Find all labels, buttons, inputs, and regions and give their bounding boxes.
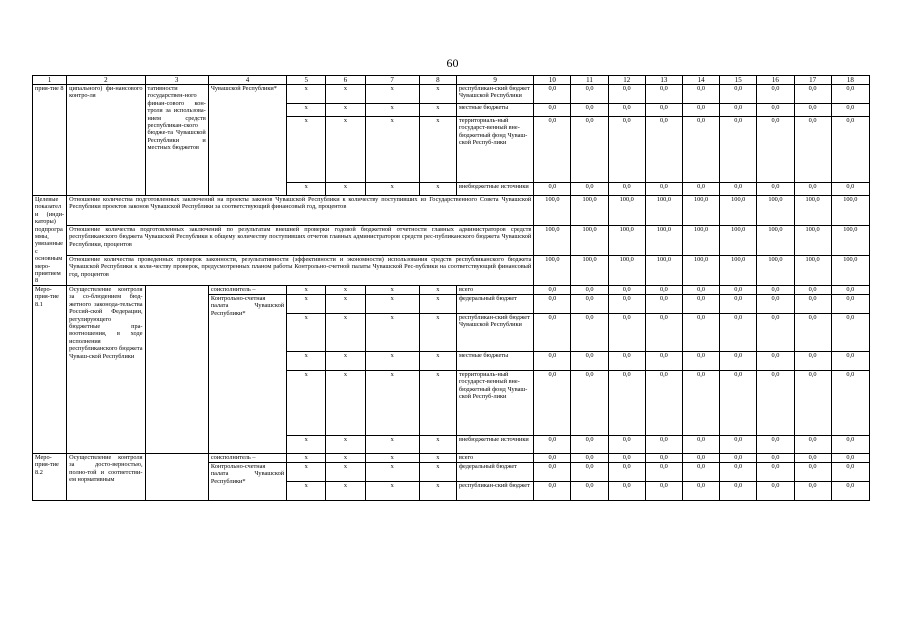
x-cell: x <box>287 117 326 183</box>
column-header: 6 <box>326 76 365 85</box>
column-header: 11 <box>571 76 608 85</box>
value-cell: 0,0 <box>720 104 757 117</box>
value-cell: 0,0 <box>645 294 682 313</box>
value-cell: 100,0 <box>682 225 719 255</box>
x-cell: x <box>287 313 326 351</box>
value-cell: 0,0 <box>682 453 719 462</box>
column-header: 4 <box>208 76 286 85</box>
funding-source: республикан-ский бюджет <box>456 481 533 500</box>
value-cell: 0,0 <box>794 481 831 500</box>
value-cell: 0,0 <box>794 285 831 294</box>
targets-label: Целевые показатели (инди-каторы) подпрограммы, увязанные с основным меро-приятием 8 <box>33 196 67 286</box>
value-cell: 0,0 <box>534 462 571 481</box>
page-number: 60 <box>446 56 459 70</box>
table-row <box>33 196 870 226</box>
value-cell: 0,0 <box>794 453 831 462</box>
measure-title: Осуществление контроля за со-блюдением бюд-жетного законода-тельства Россий-ской Федерации, регулирующего бюджетные пра-воотношения, в ходе исполнения республиканского бюджета Чуваш-ской Республики <box>67 285 145 453</box>
value-cell: 0,0 <box>534 370 571 435</box>
value-cell: 0,0 <box>720 285 757 294</box>
value-cell: 0,0 <box>720 481 757 500</box>
x-cell: x <box>326 285 365 294</box>
value-cell: 0,0 <box>682 183 719 196</box>
value-cell: 0,0 <box>831 85 869 104</box>
funding-source: территориаль-ный государст-венный вне-бюджетный фонд Чуваш-ской Респуб-лики <box>456 117 533 183</box>
value-cell: 0,0 <box>831 285 869 294</box>
value-cell: 0,0 <box>682 481 719 500</box>
value-cell: 0,0 <box>571 117 608 183</box>
funding-source: внебюджетные источники <box>456 435 533 453</box>
value-cell: 100,0 <box>645 196 682 226</box>
value-cell: 0,0 <box>757 85 794 104</box>
measure-executor: Контрольно-счетная палата Чувашской Республики* <box>208 462 286 500</box>
x-cell: x <box>287 285 326 294</box>
value-cell: 100,0 <box>608 255 645 285</box>
value-cell: 100,0 <box>831 196 869 226</box>
funding-source: внебюджетные источники <box>456 183 533 196</box>
value-cell: 0,0 <box>757 453 794 462</box>
value-cell: 0,0 <box>794 435 831 453</box>
value-cell: 0,0 <box>831 104 869 117</box>
value-cell: 0,0 <box>831 351 869 370</box>
value-cell: 0,0 <box>831 117 869 183</box>
measure-title: Осуществление контроля за досто-верностью, полно-той и соответстви-ем нормативным <box>67 453 145 500</box>
table-row <box>33 285 870 294</box>
measure-number: Меро-прия-тие 8.2 <box>33 453 67 500</box>
value-cell: 0,0 <box>831 435 869 453</box>
value-cell: 100,0 <box>720 255 757 285</box>
value-cell: 0,0 <box>571 183 608 196</box>
x-cell: x <box>419 117 456 183</box>
value-cell: 0,0 <box>757 104 794 117</box>
column-header: 10 <box>534 76 571 85</box>
column-header: 5 <box>287 76 326 85</box>
value-cell: 0,0 <box>682 117 719 183</box>
value-cell: 0,0 <box>757 117 794 183</box>
value-cell: 100,0 <box>571 225 608 255</box>
value-cell: 100,0 <box>608 196 645 226</box>
value-cell: 0,0 <box>794 117 831 183</box>
value-cell: 0,0 <box>757 183 794 196</box>
value-cell: 100,0 <box>645 255 682 285</box>
value-cell: 0,0 <box>645 313 682 351</box>
x-cell: x <box>326 370 365 435</box>
measure-purpose <box>145 453 208 500</box>
funding-source: федеральный бюджет <box>456 294 533 313</box>
column-header: 14 <box>682 76 719 85</box>
value-cell: 100,0 <box>831 255 869 285</box>
x-cell: x <box>419 294 456 313</box>
table-row <box>33 76 870 85</box>
value-cell: 0,0 <box>794 313 831 351</box>
value-cell: 0,0 <box>794 183 831 196</box>
value-cell: 100,0 <box>645 225 682 255</box>
value-cell: 0,0 <box>534 285 571 294</box>
x-cell: x <box>326 85 365 104</box>
value-cell: 0,0 <box>682 104 719 117</box>
value-cell: 100,0 <box>757 196 794 226</box>
value-cell: 100,0 <box>720 196 757 226</box>
measure-executor-role: соисполнитель – <box>208 453 286 462</box>
x-cell: x <box>365 117 419 183</box>
column-header: 12 <box>608 76 645 85</box>
x-cell: x <box>419 85 456 104</box>
value-cell: 0,0 <box>645 104 682 117</box>
indicator-text: Отношение количества проведенных проверок законности, результативности (эффективности и экономности) использования средств республиканского бюджета Чувашской Республики к коли-честву проверок, предусмотренных планом работы Контрольно-счетной палаты Чувашской Рес-публики на соответствующий финансовый год, процентов <box>67 255 534 285</box>
value-cell: 0,0 <box>608 85 645 104</box>
x-cell: x <box>365 453 419 462</box>
x-cell: x <box>419 462 456 481</box>
value-cell: 0,0 <box>534 435 571 453</box>
value-cell: 0,0 <box>571 462 608 481</box>
value-cell: 0,0 <box>794 462 831 481</box>
x-cell: x <box>365 435 419 453</box>
column-header: 18 <box>831 76 869 85</box>
x-cell: x <box>326 183 365 196</box>
measure-purpose <box>145 285 208 453</box>
indicator-text: Отношение количества подготовленных заключений на проекты законов Чувашской Республики к количеству поступивших из Государственного Совета Чувашской Республики проектов законов Чувашской Республики за соответствующий финансовый год, процентов <box>67 196 534 226</box>
value-cell: 100,0 <box>608 225 645 255</box>
value-cell: 0,0 <box>794 370 831 435</box>
value-cell: 0,0 <box>534 481 571 500</box>
value-cell: 0,0 <box>645 453 682 462</box>
x-cell: x <box>419 481 456 500</box>
value-cell: 0,0 <box>534 351 571 370</box>
x-cell: x <box>419 370 456 435</box>
value-cell: 0,0 <box>720 183 757 196</box>
x-cell: x <box>326 313 365 351</box>
value-cell: 0,0 <box>608 453 645 462</box>
x-cell: x <box>326 294 365 313</box>
value-cell: 0,0 <box>571 294 608 313</box>
value-cell: 0,0 <box>571 104 608 117</box>
x-cell: x <box>287 453 326 462</box>
value-cell: 0,0 <box>831 313 869 351</box>
x-cell: x <box>287 104 326 117</box>
x-cell: x <box>365 313 419 351</box>
value-cell: 0,0 <box>757 313 794 351</box>
table-row <box>33 453 870 462</box>
table-row <box>33 255 870 285</box>
column-header: 3 <box>145 76 208 85</box>
x-cell: x <box>287 435 326 453</box>
value-cell: 0,0 <box>720 453 757 462</box>
value-cell: 0,0 <box>757 370 794 435</box>
value-cell: 100,0 <box>794 196 831 226</box>
x-cell: x <box>326 453 365 462</box>
value-cell: 0,0 <box>534 294 571 313</box>
funding-source: федеральный бюджет <box>456 462 533 481</box>
funding-source: республикан-ский бюджет Чувашской Республики <box>456 85 533 104</box>
value-cell: 0,0 <box>571 285 608 294</box>
x-cell: x <box>365 294 419 313</box>
x-cell: x <box>365 481 419 500</box>
measure-purpose: тативности государствен-ного финан-сового кон-троля за использова-нием средств республикан-ского бюдже-та Чувашской Республики и местных бюджетов <box>145 85 208 196</box>
value-cell: 0,0 <box>571 481 608 500</box>
value-cell: 0,0 <box>608 435 645 453</box>
value-cell: 0,0 <box>608 370 645 435</box>
value-cell: 0,0 <box>757 351 794 370</box>
value-cell: 0,0 <box>720 313 757 351</box>
value-cell: 0,0 <box>794 85 831 104</box>
value-cell: 0,0 <box>757 481 794 500</box>
table-row <box>33 85 870 104</box>
funding-source: всего <box>456 285 533 294</box>
value-cell: 0,0 <box>608 313 645 351</box>
value-cell: 100,0 <box>757 255 794 285</box>
value-cell: 100,0 <box>534 255 571 285</box>
x-cell: x <box>326 117 365 183</box>
value-cell: 0,0 <box>682 85 719 104</box>
x-cell: x <box>419 453 456 462</box>
value-cell: 0,0 <box>571 313 608 351</box>
column-header: 2 <box>67 76 145 85</box>
program-table <box>32 75 870 501</box>
x-cell: x <box>365 104 419 117</box>
indicator-text: Отношение количества подготовленных заключений по результатам внешней проверки годовой бюджетной отчетности главных администраторов средств республиканского бюджета Чувашской Республики к общему количеству поступивших отчетов главных администраторов средств рес-публиканского бюджета Чувашской Республики, процентов <box>67 225 534 255</box>
value-cell: 0,0 <box>645 183 682 196</box>
x-cell: x <box>287 370 326 435</box>
x-cell: x <box>419 285 456 294</box>
value-cell: 0,0 <box>720 117 757 183</box>
x-cell: x <box>326 104 365 117</box>
x-cell: x <box>287 462 326 481</box>
value-cell: 100,0 <box>682 255 719 285</box>
measure-number: Меро-прия-тие 8.1 <box>33 285 67 453</box>
x-cell: x <box>419 183 456 196</box>
measure-title: ципального) фи-нансового контро-ля <box>67 85 145 196</box>
value-cell: 0,0 <box>682 285 719 294</box>
funding-source: местные бюджеты <box>456 351 533 370</box>
value-cell: 100,0 <box>534 225 571 255</box>
value-cell: 0,0 <box>645 462 682 481</box>
value-cell: 100,0 <box>831 225 869 255</box>
column-header: 8 <box>419 76 456 85</box>
value-cell: 0,0 <box>682 462 719 481</box>
funding-source: республикан-ский бюджет Чувашской Республики <box>456 313 533 351</box>
value-cell: 0,0 <box>571 370 608 435</box>
column-header: 1 <box>33 76 67 85</box>
value-cell: 0,0 <box>831 481 869 500</box>
value-cell: 0,0 <box>720 435 757 453</box>
value-cell: 0,0 <box>682 313 719 351</box>
value-cell: 0,0 <box>794 104 831 117</box>
value-cell: 0,0 <box>571 435 608 453</box>
column-header: 15 <box>720 76 757 85</box>
value-cell: 0,0 <box>794 351 831 370</box>
x-cell: x <box>326 435 365 453</box>
x-cell: x <box>287 85 326 104</box>
value-cell: 0,0 <box>571 453 608 462</box>
value-cell: 0,0 <box>534 183 571 196</box>
x-cell: x <box>419 313 456 351</box>
x-cell: x <box>287 183 326 196</box>
value-cell: 0,0 <box>608 285 645 294</box>
column-header: 16 <box>757 76 794 85</box>
value-cell: 0,0 <box>534 453 571 462</box>
value-cell: 0,0 <box>682 370 719 435</box>
value-cell: 0,0 <box>831 183 869 196</box>
funding-source: всего <box>456 453 533 462</box>
value-cell: 0,0 <box>608 117 645 183</box>
value-cell: 0,0 <box>645 481 682 500</box>
value-cell: 0,0 <box>720 462 757 481</box>
x-cell: x <box>365 462 419 481</box>
value-cell: 0,0 <box>757 294 794 313</box>
x-cell: x <box>287 481 326 500</box>
value-cell: 0,0 <box>720 85 757 104</box>
value-cell: 0,0 <box>645 351 682 370</box>
value-cell: 0,0 <box>720 294 757 313</box>
value-cell: 0,0 <box>645 85 682 104</box>
value-cell: 100,0 <box>720 225 757 255</box>
value-cell: 100,0 <box>534 196 571 226</box>
value-cell: 100,0 <box>794 255 831 285</box>
value-cell: 0,0 <box>571 85 608 104</box>
value-cell: 0,0 <box>534 104 571 117</box>
x-cell: x <box>419 435 456 453</box>
x-cell: x <box>419 351 456 370</box>
value-cell: 0,0 <box>534 85 571 104</box>
x-cell: x <box>419 104 456 117</box>
value-cell: 0,0 <box>645 435 682 453</box>
value-cell: 0,0 <box>608 462 645 481</box>
value-cell: 100,0 <box>682 196 719 226</box>
x-cell: x <box>365 370 419 435</box>
value-cell: 0,0 <box>645 117 682 183</box>
x-cell: x <box>287 294 326 313</box>
value-cell: 100,0 <box>794 225 831 255</box>
measure-executor: Чувашской Республики* <box>208 85 286 196</box>
value-cell: 0,0 <box>831 294 869 313</box>
x-cell: x <box>365 351 419 370</box>
x-cell: x <box>287 351 326 370</box>
value-cell: 0,0 <box>608 294 645 313</box>
column-header: 17 <box>794 76 831 85</box>
column-header: 9 <box>456 76 533 85</box>
x-cell: x <box>365 183 419 196</box>
value-cell: 100,0 <box>757 225 794 255</box>
value-cell: 0,0 <box>645 285 682 294</box>
value-cell: 100,0 <box>571 196 608 226</box>
value-cell: 100,0 <box>571 255 608 285</box>
measure-number: прия-тие 8 <box>33 85 67 196</box>
value-cell: 0,0 <box>608 351 645 370</box>
x-cell: x <box>326 462 365 481</box>
value-cell: 0,0 <box>720 351 757 370</box>
x-cell: x <box>326 481 365 500</box>
x-cell: x <box>326 351 365 370</box>
measure-executor-role: соисполнитель – <box>208 285 286 294</box>
x-cell: x <box>365 285 419 294</box>
column-header: 7 <box>365 76 419 85</box>
table-row <box>33 225 870 255</box>
value-cell: 0,0 <box>608 481 645 500</box>
value-cell: 0,0 <box>831 453 869 462</box>
value-cell: 0,0 <box>608 104 645 117</box>
value-cell: 0,0 <box>571 351 608 370</box>
value-cell: 0,0 <box>682 294 719 313</box>
funding-source: местные бюджеты <box>456 104 533 117</box>
value-cell: 0,0 <box>534 313 571 351</box>
value-cell: 0,0 <box>831 370 869 435</box>
value-cell: 0,0 <box>608 183 645 196</box>
value-cell: 0,0 <box>757 285 794 294</box>
value-cell: 0,0 <box>831 462 869 481</box>
value-cell: 0,0 <box>757 462 794 481</box>
value-cell: 0,0 <box>757 435 794 453</box>
value-cell: 0,0 <box>720 370 757 435</box>
x-cell: x <box>365 85 419 104</box>
value-cell: 0,0 <box>682 351 719 370</box>
value-cell: 0,0 <box>534 117 571 183</box>
value-cell: 0,0 <box>794 294 831 313</box>
value-cell: 0,0 <box>645 370 682 435</box>
value-cell: 0,0 <box>682 435 719 453</box>
measure-executor: Контрольно-счетная палата Чувашской Республики* <box>208 294 286 453</box>
funding-source: территориаль-ный государст-венный вне-бюджетный фонд Чуваш-ской Респуб-лики <box>456 370 533 435</box>
column-header: 13 <box>645 76 682 85</box>
